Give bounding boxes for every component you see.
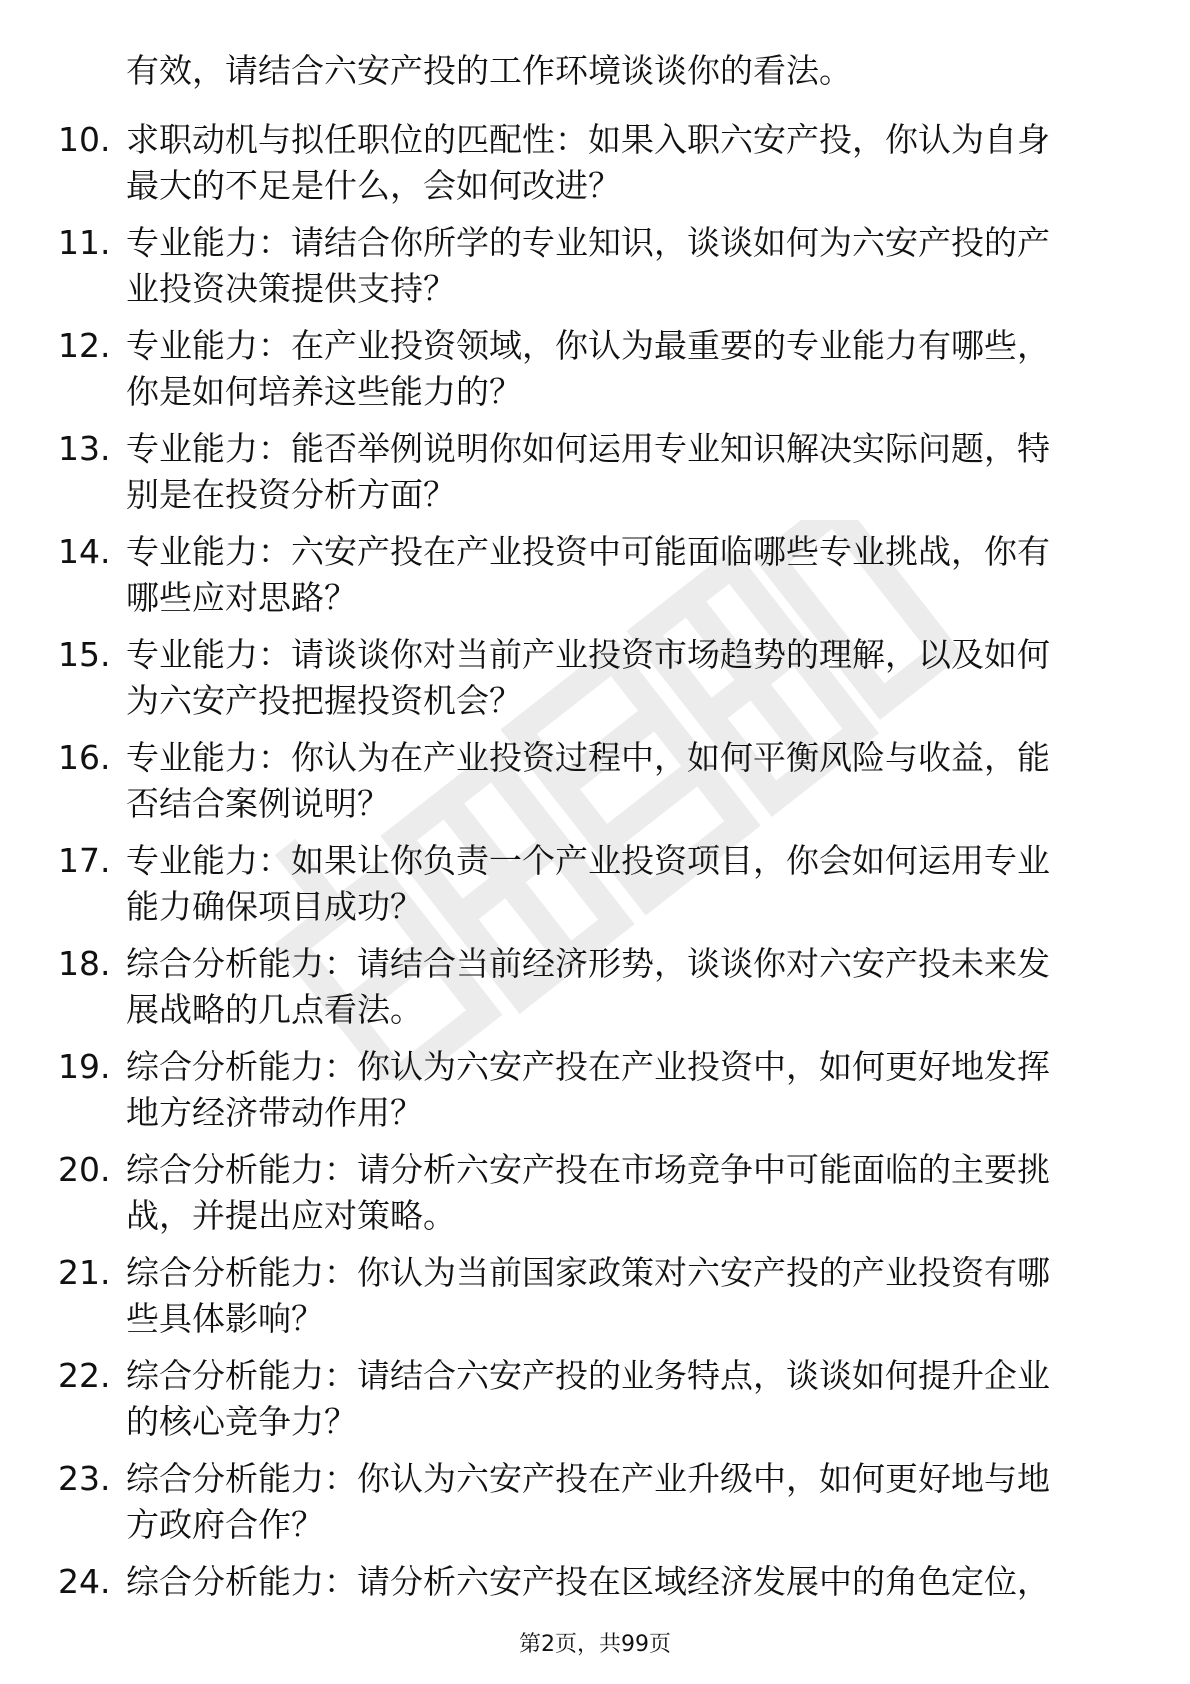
question-text [126, 1250, 1116, 1342]
question-number: 10. [58, 120, 111, 159]
question-number: 17. [58, 841, 111, 880]
question-line: 专业能力：能否举例说明你如何运用专业知识解决实际问题，特 [126, 429, 1050, 468]
list-item [0, 1250, 1190, 1353]
question-number: 16. [58, 738, 111, 777]
question-number: 15. [58, 635, 111, 674]
question-line: 综合分析能力：请分析六安产投在区域经济发展中的角色定位， [126, 1562, 1050, 1601]
question-line: 别是在投资分析方面？ [126, 475, 456, 514]
question-line: 专业能力：请谈谈你对当前产业投资市场趋势的理解，以及如何 [126, 635, 1050, 674]
question-line: 战，并提出应对策略。 [126, 1196, 456, 1235]
list-item [0, 1353, 1190, 1456]
list-item [0, 426, 1190, 529]
question-number: 14. [58, 532, 111, 571]
question-line: 专业能力：如果让你负责一个产业投资项目，你会如何运用专业 [126, 841, 1050, 880]
question-text [126, 1456, 1116, 1548]
continuation-text: 有效，请结合六安产投的工作环境谈谈你的看法。 [126, 51, 852, 90]
list-item [0, 838, 1190, 941]
question-text [126, 1044, 1116, 1136]
question-line: 你是如何培养这些能力的？ [126, 372, 522, 411]
list-item [0, 632, 1190, 735]
question-line: 求职动机与拟任职位的匹配性：如果入职六安产投，你认为自身 [126, 120, 1050, 159]
question-number: 18. [58, 944, 111, 983]
question-text [126, 838, 1116, 930]
list-item [0, 220, 1190, 323]
question-number: 23. [58, 1459, 111, 1498]
question-line: 综合分析能力：你认为六安产投在产业投资中，如何更好地发挥 [126, 1047, 1050, 1086]
question-line: 的核心竞争力？ [126, 1402, 357, 1441]
question-number: 24. [58, 1562, 111, 1601]
question-line: 方政府合作？ [126, 1505, 324, 1544]
question-line: 综合分析能力：你认为当前国家政策对六安产投的产业投资有哪 [126, 1253, 1050, 1292]
list-item [0, 1456, 1190, 1559]
list-item [0, 735, 1190, 838]
question-text [126, 529, 1116, 621]
question-line: 地方经济带动作用？ [126, 1093, 423, 1132]
question-line: 专业能力：六安产投在产业投资中可能面临哪些专业挑战，你有 [126, 532, 1050, 571]
question-number: 21. [58, 1253, 111, 1292]
question-line: 最大的不足是什么，会如何改进？ [126, 166, 621, 205]
question-text [126, 941, 1116, 1033]
list-item [0, 323, 1190, 426]
question-number: 22. [58, 1356, 111, 1395]
question-line: 哪些应对思路？ [126, 578, 357, 617]
question-text [126, 1559, 1116, 1605]
list-item [0, 1147, 1190, 1250]
question-text [126, 632, 1116, 724]
question-number: 13. [58, 429, 111, 468]
question-line: 综合分析能力：请结合六安产投的业务特点，谈谈如何提升企业 [126, 1356, 1050, 1395]
question-text [126, 735, 1116, 827]
question-text [126, 117, 1116, 209]
question-line: 些具体影响？ [126, 1299, 324, 1338]
question-line: 展战略的几点看法。 [126, 990, 423, 1029]
question-number: 20. [58, 1150, 111, 1189]
question-line: 为六安产投把握投资机会？ [126, 681, 522, 720]
question-list [0, 117, 1190, 1662]
question-line: 否结合案例说明？ [126, 784, 390, 823]
question-text [126, 1147, 1116, 1239]
question-line: 专业能力：在产业投资领域，你认为最重要的专业能力有哪些， [126, 326, 1050, 365]
question-line: 专业能力：请结合你所学的专业知识，谈谈如何为六安产投的产 [126, 223, 1050, 262]
question-line: 综合分析能力：你认为六安产投在产业升级中，如何更好地与地 [126, 1459, 1050, 1498]
question-number: 11. [58, 223, 111, 262]
question-line: 综合分析能力：请分析六安产投在市场竞争中可能面临的主要挑 [126, 1150, 1050, 1189]
question-line: 专业能力：你认为在产业投资过程中，如何平衡风险与收益，能 [126, 738, 1050, 777]
question-line: 业投资决策提供支持？ [126, 269, 456, 308]
question-text [126, 220, 1116, 312]
question-text [126, 426, 1116, 518]
question-number: 19. [58, 1047, 111, 1086]
list-item [0, 529, 1190, 632]
list-item [0, 1044, 1190, 1147]
question-line: 综合分析能力：请结合当前经济形势，谈谈你对六安产投未来发 [126, 944, 1050, 983]
list-item [0, 117, 1190, 220]
list-item [0, 941, 1190, 1044]
question-number: 12. [58, 326, 111, 365]
question-text [126, 1353, 1116, 1445]
question-line: 能力确保项目成功？ [126, 887, 423, 926]
page-footer: 第2页，共99页 [519, 1632, 671, 1657]
question-text [126, 323, 1116, 415]
